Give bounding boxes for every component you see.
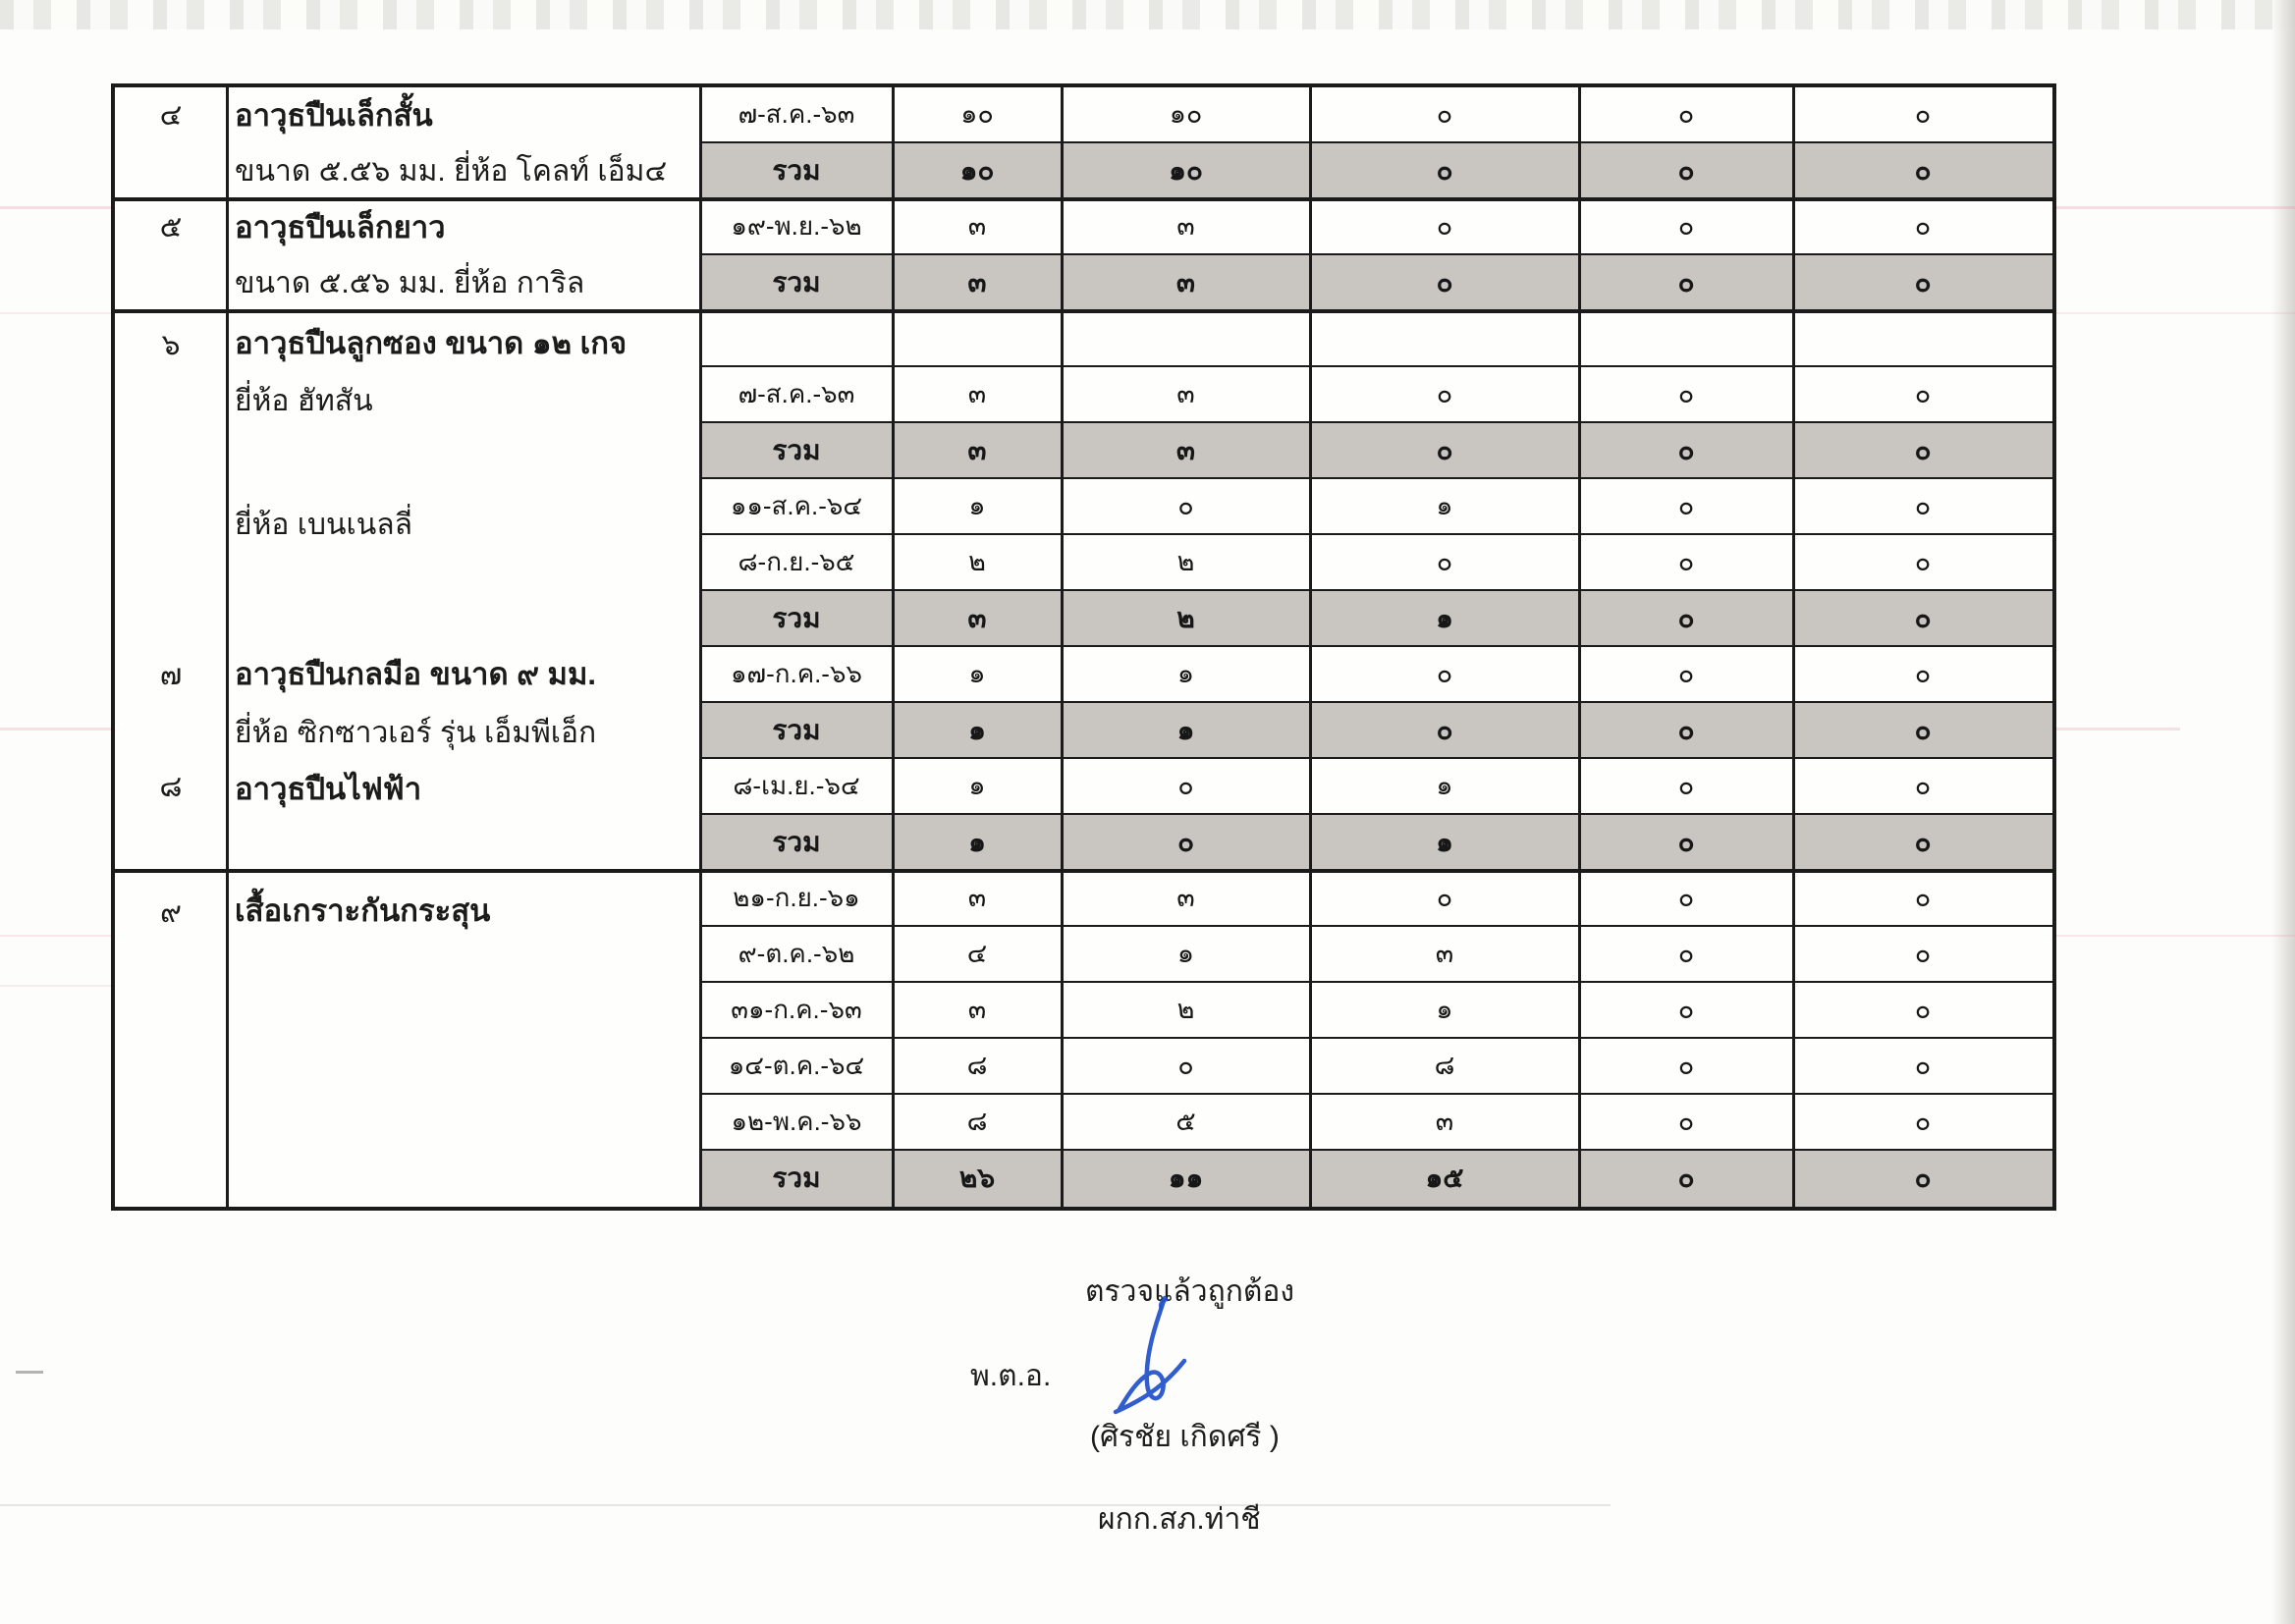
row-value-received: ๑๐ — [960, 99, 994, 129]
grid-vline — [1792, 87, 1795, 1207]
row-value-received: ๑ — [968, 491, 986, 520]
row-value-col2: ๓ — [1175, 267, 1196, 298]
item-brand: ยี่ห้อ ฮัทสัน — [235, 385, 373, 417]
scan-mark — [16, 1371, 43, 1374]
row-value-col3: ๑๕ — [1425, 1163, 1464, 1193]
row-value-col5: ๐ — [1914, 1051, 1932, 1080]
row-value-col2: ๓ — [1175, 435, 1196, 465]
row-date-or-total-label: ๑๒-พ.ค.-๖๖ — [731, 1107, 862, 1136]
row-value-col5: ๐ — [1914, 659, 1932, 688]
table-row — [700, 311, 2052, 367]
item-name: อาวุธปืนไฟฟ้า — [235, 772, 422, 806]
row-value-col5: ๐ — [1914, 883, 1932, 912]
row-date-or-total-label: รวม — [772, 155, 821, 186]
table-row — [700, 367, 2052, 423]
item-number: ๖ — [161, 329, 181, 361]
row-date-or-total-label: ๑๔-ต.ค.-๖๔ — [728, 1051, 865, 1080]
row-date-or-total-label — [700, 311, 893, 367]
row-value-col4: ๐ — [1677, 267, 1695, 298]
row-date-or-total-label: ๑๙-พ.ย.-๖๒ — [731, 211, 862, 241]
row-value-col5: ๐ — [1914, 939, 1932, 968]
table-row — [700, 647, 2052, 703]
row-value-received: ๑ — [968, 659, 986, 688]
row-value-col5: ๐ — [1914, 379, 1932, 408]
table-row — [700, 1095, 2052, 1151]
row-value-col3: ๑ — [1436, 995, 1453, 1024]
scan-noise-band — [0, 0, 2295, 29]
row-value-col2: ๑ — [1176, 715, 1195, 745]
table-row — [700, 983, 2052, 1039]
row-value-col2: ๐ — [1177, 771, 1194, 800]
row-date-or-total-label: รวม — [772, 1163, 821, 1193]
row-value-received: ๑ — [968, 827, 986, 857]
section-divider — [115, 197, 2052, 201]
rank-label: พ.ต.อ. — [970, 1360, 1052, 1392]
row-value-col4: ๐ — [1677, 1051, 1695, 1080]
table-row — [700, 703, 2052, 759]
row-value-col5: ๐ — [1914, 603, 1932, 633]
row-value-col4: ๐ — [1677, 99, 1695, 129]
item-number: ๙ — [160, 896, 182, 929]
row-value-col4: ๐ — [1677, 379, 1695, 408]
row-value-col3: ๑ — [1436, 603, 1453, 633]
table-row — [700, 87, 2052, 143]
row-value-col5: ๐ — [1914, 155, 1932, 186]
row-date-or-total-label: รวม — [772, 435, 821, 465]
row-value-col5: ๐ — [1914, 715, 1932, 745]
row-value-col3: ๐ — [1436, 435, 1453, 465]
row-value-col3: ๐ — [1436, 883, 1453, 912]
row-value-col2: ๕ — [1175, 1107, 1196, 1136]
row-value-col3 — [1310, 311, 1579, 367]
row-value-received — [893, 311, 1062, 367]
row-value-col3: ๐ — [1436, 99, 1453, 129]
table-row — [700, 143, 2052, 199]
row-value-received: ๑๐ — [959, 155, 995, 186]
row-value-col2: ๐ — [1177, 491, 1194, 520]
row-value-col3: ๓ — [1435, 1107, 1454, 1136]
grid-vline — [1061, 87, 1064, 1207]
grid-vline — [699, 87, 702, 1207]
row-value-received: ๒๖ — [958, 1163, 996, 1193]
row-value-col5: ๐ — [1914, 99, 1932, 129]
signatory-position: ผกก.สภ.ท่าชี — [1098, 1503, 1261, 1536]
item-number: ๔ — [159, 99, 183, 132]
row-date-or-total-label: ๑๑-ส.ค.-๖๔ — [730, 491, 863, 520]
row-value-col4 — [1579, 311, 1793, 367]
row-value-col4: ๐ — [1677, 1107, 1695, 1136]
row-value-received: ๓ — [967, 435, 987, 465]
item-number: ๗ — [159, 659, 183, 691]
item-brand: ยี่ห้อ ซิกซาวเอร์ รุ่น เอ็มพีเอ็ก — [235, 717, 597, 749]
row-date-or-total-label: รวม — [772, 827, 821, 857]
table-row — [700, 423, 2052, 479]
row-value-received: ๑ — [968, 715, 986, 745]
row-value-col2: ๓ — [1176, 211, 1195, 241]
row-value-col4: ๐ — [1677, 435, 1695, 465]
table-row — [700, 759, 2052, 815]
item-name: อาวุธปืนเล็กสั้น — [235, 98, 433, 133]
row-value-received: ๓ — [967, 883, 987, 912]
item-detail: ขนาด ๕.๕๖ มม. ยี่ห้อ โคลท์ เอ็ม๔ — [235, 155, 668, 188]
row-value-col5: ๐ — [1914, 995, 1932, 1024]
item-detail: ขนาด ๕.๕๖ มม. ยี่ห้อ การิล — [235, 267, 585, 299]
grid-vline — [892, 87, 895, 1207]
row-date-or-total-label: ๗-ส.ค.-๖๓ — [738, 99, 855, 129]
handwritten-signature — [1102, 1294, 1210, 1424]
row-value-col5: ๐ — [1914, 771, 1932, 800]
table-row — [700, 255, 2052, 311]
weapons-inventory-table — [111, 83, 2056, 1211]
scan-artifact-line — [0, 1504, 1611, 1506]
row-value-col5: ๐ — [1914, 211, 1932, 241]
row-value-received: ๓ — [967, 603, 987, 633]
row-value-col2: ๐ — [1176, 827, 1195, 857]
row-value-col3: ๑ — [1436, 491, 1453, 520]
row-value-col4: ๐ — [1677, 659, 1695, 688]
item-name: อาวุธปืนเล็กยาว — [235, 210, 446, 244]
signatory-name: (ศิรชัย เกิดศรี ) — [1090, 1421, 1280, 1453]
row-date-or-total-label: ๒๑-ก.ย.-๖๑ — [733, 883, 860, 912]
row-date-or-total-label: รวม — [772, 267, 821, 298]
grid-vline — [1578, 87, 1581, 1207]
row-value-col4: ๐ — [1677, 715, 1695, 745]
row-value-received: ๒ — [968, 547, 986, 576]
row-value-col5: ๐ — [1914, 435, 1932, 465]
row-value-col3: ๑ — [1436, 827, 1453, 857]
row-value-col3: ๑ — [1436, 771, 1453, 800]
row-value-col2: ๓ — [1176, 883, 1195, 912]
table-row — [700, 815, 2052, 871]
row-value-col3: ๐ — [1436, 267, 1453, 298]
row-date-or-total-label: ๙-ต.ค.-๖๒ — [738, 939, 855, 968]
row-value-received: ๔ — [966, 939, 988, 968]
row-value-col5: ๐ — [1914, 1107, 1932, 1136]
row-value-col2: ๒ — [1176, 547, 1195, 576]
row-value-col5: ๐ — [1914, 267, 1932, 298]
row-date-or-total-label: ๘-ก.ย.-๖๕ — [738, 547, 855, 576]
row-date-or-total-label: ๗-ส.ค.-๖๓ — [738, 379, 855, 408]
section-divider — [115, 309, 2052, 313]
row-value-col2: ๑๐ — [1169, 155, 1203, 186]
row-value-col3: ๐ — [1436, 155, 1453, 186]
row-value-col3: ๐ — [1436, 659, 1453, 688]
item-name: เสื้อเกราะกันกระสุน — [235, 893, 491, 928]
table-row — [700, 1151, 2052, 1207]
row-value-col2: ๑ — [1176, 659, 1195, 688]
row-value-received: ๘ — [966, 1107, 988, 1136]
row-value-col5: ๐ — [1914, 547, 1932, 576]
table-row — [700, 535, 2052, 591]
row-value-col3: ๐ — [1436, 547, 1453, 576]
row-value-col4: ๐ — [1677, 995, 1695, 1024]
row-value-col3: ๐ — [1436, 211, 1453, 241]
row-value-col3: ๓ — [1435, 939, 1454, 968]
row-value-col2: ๑๑ — [1168, 1163, 1204, 1193]
row-value-col4: ๐ — [1677, 827, 1695, 857]
table-row — [700, 927, 2052, 983]
item-number: ๕ — [159, 211, 183, 244]
row-value-col2: ๒ — [1176, 995, 1195, 1024]
row-value-col2: ๒ — [1176, 603, 1195, 633]
item-brand: ยี่ห้อ เบนเนลลี่ — [235, 509, 413, 541]
row-value-col4: ๐ — [1677, 939, 1695, 968]
row-value-col4: ๐ — [1677, 547, 1695, 576]
row-value-col2 — [1062, 311, 1310, 367]
row-value-received: ๓ — [967, 995, 987, 1024]
item-number: ๘ — [159, 771, 183, 803]
row-value-col4: ๐ — [1677, 771, 1695, 800]
row-value-col5: ๐ — [1914, 491, 1932, 520]
row-value-col3: ๐ — [1436, 715, 1453, 745]
row-date-or-total-label: ๘-เม.ย.-๖๔ — [733, 771, 860, 800]
row-value-col2: ๑ — [1176, 939, 1195, 968]
row-value-col4: ๐ — [1677, 155, 1695, 186]
row-value-col5: ๐ — [1914, 1163, 1932, 1193]
row-date-or-total-label: ๓๑-ก.ค.-๖๓ — [731, 995, 862, 1024]
grid-vline — [226, 87, 229, 1207]
table-row — [700, 591, 2052, 647]
row-value-col3: ๐ — [1436, 379, 1453, 408]
row-value-col5 — [1793, 311, 2052, 367]
section-divider — [115, 869, 2052, 873]
table-row — [700, 1039, 2052, 1095]
row-value-col4: ๐ — [1677, 491, 1695, 520]
row-value-col2: ๓ — [1176, 379, 1195, 408]
row-value-received: ๓ — [967, 267, 987, 298]
row-value-col2: ๐ — [1177, 1051, 1194, 1080]
row-date-or-total-label: ๑๗-ก.ค.-๖๖ — [731, 659, 862, 688]
row-date-or-total-label: รวม — [772, 715, 821, 745]
table-row — [700, 479, 2052, 535]
grid-vline — [1309, 87, 1312, 1207]
row-value-col5: ๐ — [1914, 827, 1932, 857]
verified-statement: ตรวจแล้วถูกต้อง — [1085, 1275, 1295, 1308]
table-row — [700, 199, 2052, 255]
page-edge-shadow — [2271, 0, 2295, 1624]
row-date-or-total-label: รวม — [772, 603, 821, 633]
row-value-col3: ๘ — [1434, 1051, 1455, 1080]
row-value-col4: ๐ — [1677, 1163, 1695, 1193]
item-name: อาวุธปืนลูกซอง ขนาด ๑๒ เกจ — [235, 326, 628, 360]
row-value-col4: ๐ — [1677, 883, 1695, 912]
row-value-col2: ๑๐ — [1169, 99, 1203, 129]
row-value-received: ๘ — [966, 1051, 988, 1080]
row-value-col4: ๐ — [1677, 603, 1695, 633]
row-value-received: ๑ — [968, 771, 986, 800]
row-value-received: ๓ — [967, 379, 987, 408]
item-name: อาวุธปืนกลมือ ขนาด ๙ มม. — [235, 657, 596, 691]
row-value-received: ๓ — [967, 211, 987, 241]
row-value-col4: ๐ — [1677, 211, 1695, 241]
table-row — [700, 871, 2052, 927]
